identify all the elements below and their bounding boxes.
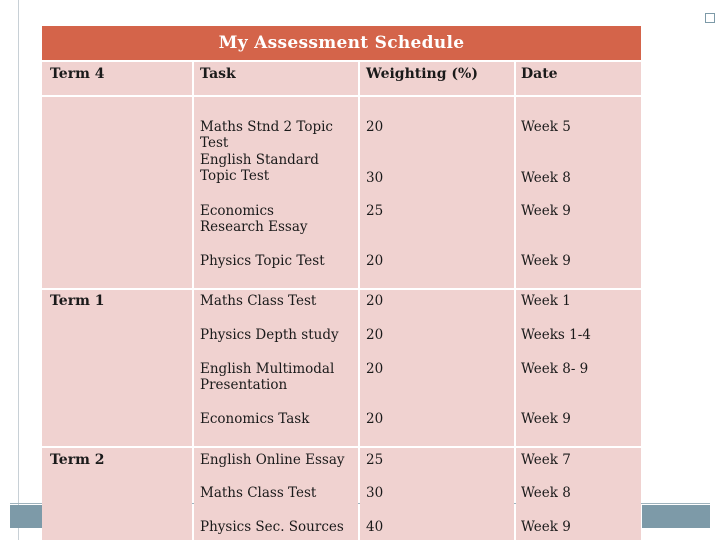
weighting-cell: 20 bbox=[366, 327, 384, 343]
weighting-cell: 20 bbox=[366, 411, 384, 427]
weighting-cell: 40 bbox=[366, 519, 384, 535]
term4-label: Term 4 bbox=[50, 66, 105, 82]
weighting-cell: 20 bbox=[366, 293, 384, 309]
task-cell: Maths Class Test bbox=[200, 485, 317, 501]
weighting-header: Weighting (%) bbox=[366, 66, 478, 82]
weighting-cell: 25 bbox=[366, 203, 384, 219]
date-cell: Week 9 bbox=[521, 203, 571, 219]
slide-corner-square bbox=[705, 13, 715, 23]
term2-label: Term 2 bbox=[50, 452, 105, 468]
date-cell: Week 5 bbox=[521, 119, 571, 135]
task-cell: Maths Stnd 2 Topic Test bbox=[200, 119, 333, 151]
task-header: Task bbox=[200, 66, 236, 82]
task-cell: English Standard Topic Test bbox=[200, 152, 319, 184]
date-header: Date bbox=[521, 66, 558, 82]
date-cell: Week 8 bbox=[521, 485, 571, 501]
date-cell: Week 9 bbox=[521, 519, 571, 535]
slide-frame-left bbox=[0, 0, 19, 540]
weighting-cell: 30 bbox=[366, 485, 384, 501]
date-cell: Weeks 1-4 bbox=[521, 327, 591, 343]
term1-label: Term 1 bbox=[50, 293, 105, 309]
weighting-cell: 20 bbox=[366, 253, 384, 269]
term4-divider bbox=[42, 288, 641, 290]
date-cell: Week 7 bbox=[521, 452, 571, 468]
slide-footer-bar-left bbox=[10, 505, 46, 528]
task-cell: English Multimodal Presentation bbox=[200, 361, 335, 393]
slide-footer-bar-right bbox=[642, 505, 710, 528]
weighting-cell: 25 bbox=[366, 452, 384, 468]
task-cell: Maths Class Test bbox=[200, 293, 317, 309]
weighting-cell: 30 bbox=[366, 170, 384, 186]
header-divider bbox=[42, 95, 641, 97]
task-cell: English Online Essay bbox=[200, 452, 345, 468]
term1-divider bbox=[42, 446, 641, 448]
date-cell: Week 9 bbox=[521, 411, 571, 427]
date-cell: Week 1 bbox=[521, 293, 571, 309]
date-cell: Week 9 bbox=[521, 253, 571, 269]
date-cell: Week 8- 9 bbox=[521, 361, 589, 377]
date-cell: Week 8 bbox=[521, 170, 571, 186]
weighting-cell: 20 bbox=[366, 361, 384, 377]
schedule-table bbox=[42, 62, 641, 540]
task-cell: Physics Depth study bbox=[200, 327, 339, 343]
task-cell: Economics Research Essay bbox=[200, 203, 308, 235]
task-cell: Physics Topic Test bbox=[200, 253, 325, 269]
task-cell: Economics Task bbox=[200, 411, 310, 427]
task-cell: Physics Sec. Sources bbox=[200, 519, 344, 535]
schedule-title: My Assessment Schedule bbox=[42, 26, 641, 62]
weighting-cell: 20 bbox=[366, 119, 384, 135]
